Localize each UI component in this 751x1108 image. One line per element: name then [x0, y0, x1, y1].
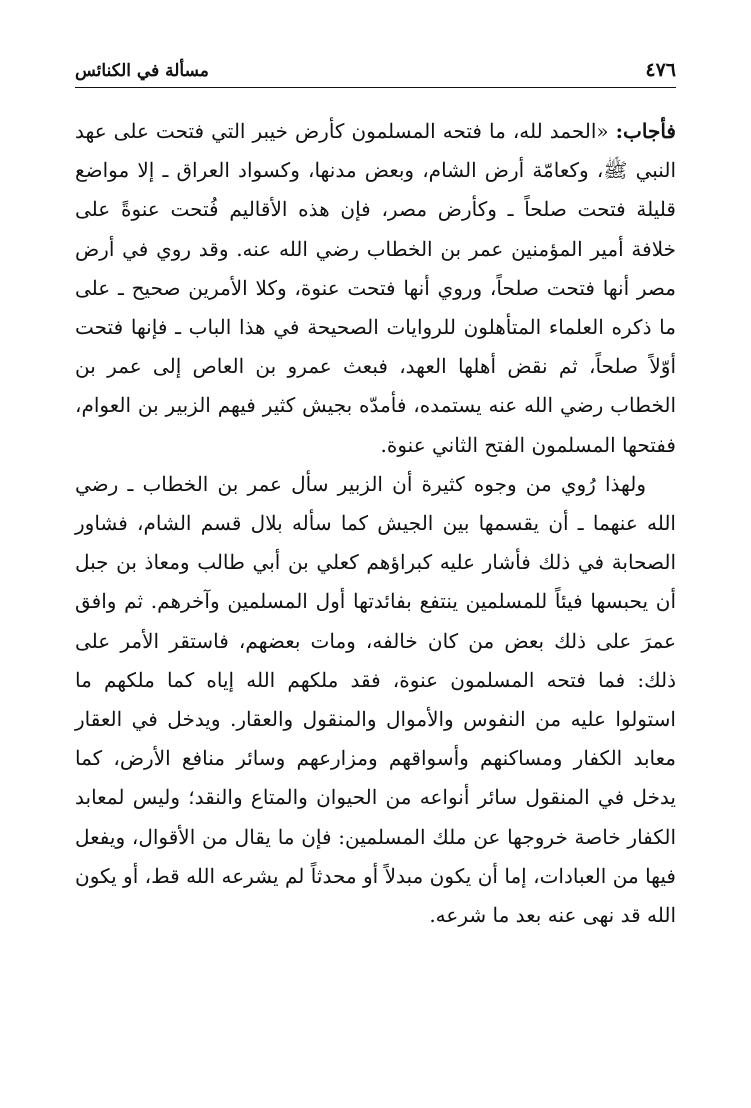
- body-text: [75, 112, 676, 935]
- paragraph-1-text: «الحمد لله، ما فتحه المسلمون كأرض خيبر التي فتحت على عهد النبي ﷺ، وكعامّة أرض الشام، وبعض مدنها، وكسواد العراق ـ إلا مواضع قليلة فتحت صلحاً ـ وكأرض مصر، فإن هذه الأقاليم فُتحت عنوةً على خلافة أمير المؤمنين عمر بن الخطاب رضي الله عنه. وقد روي في أرض مصر أنها فتحت صلحاً، وروي أنها فتحت عنوة، وكلا الأمرين صحيح ـ على ما ذكره العلماء المتأهلون للروايات الصحيحة في هذا الباب ـ فإنها فتحت أوّلاً صلحاً، ثم نقض أهلها العهد، فبعث عمرو بن العاص إلى عمر بن الخطاب رضي الله عنه يستمده، فأمدّه بجيش كثير فيهم الزبير بن العوام، ففتحها المسلمون الفتح الثاني عنوة.: [75, 119, 676, 457]
- page-header: [75, 52, 676, 88]
- paragraph-2-text: ولهذا رُوي من وجوه كثيرة أن الزبير سأل عمر بن الخطاب ـ رضي الله عنهما ـ أن يقسمها بين الجيش كما سأله بلال قسم الشام، فشاور الصحابة في ذلك فأشار عليه كبراؤهم كعلي بن أبي طالب ومعاذ بن جبل أن يحبسها فيئاً للمسلمين ينتفع بفائدتها أول المسلمين وآخرهم. ثم وافق عمرَ على ذلك بعض من كان خالفه، ومات بعضهم، فاستقر الأمر على ذلك: فما فتحه المسلمون عنوة، فقد ملكهم الله إياه كما ملكهم ما استولوا عليه من النفوس والأموال والمنقول والعقار. ويدخل في العقار معابد الكفار ومساكنهم وأسواقهم ومزارعهم وسائر منافع الأرض، كما يدخل في المنقول سائر أنواعه من الحيوان والمتاع والنقد؛ وليس لمعابد الكفار خاصة خروجها عن ملك المسلمين: فإن ما يقال من الأقوال، ويفعل فيها من العبادات، إما أن يكون مبدلاً أو محدثاً لم يشرعه الله قط، أو يكون الله قد نهى عنه بعد ما شرعه.: [75, 471, 676, 928]
- running-title: مسألة في الكنائس: [75, 61, 209, 81]
- paragraph-1: [75, 112, 676, 465]
- paragraph-2: [75, 465, 676, 935]
- page-number: ٤٧٦: [645, 59, 676, 81]
- paragraph-1-lead: فأجاب:: [615, 119, 676, 143]
